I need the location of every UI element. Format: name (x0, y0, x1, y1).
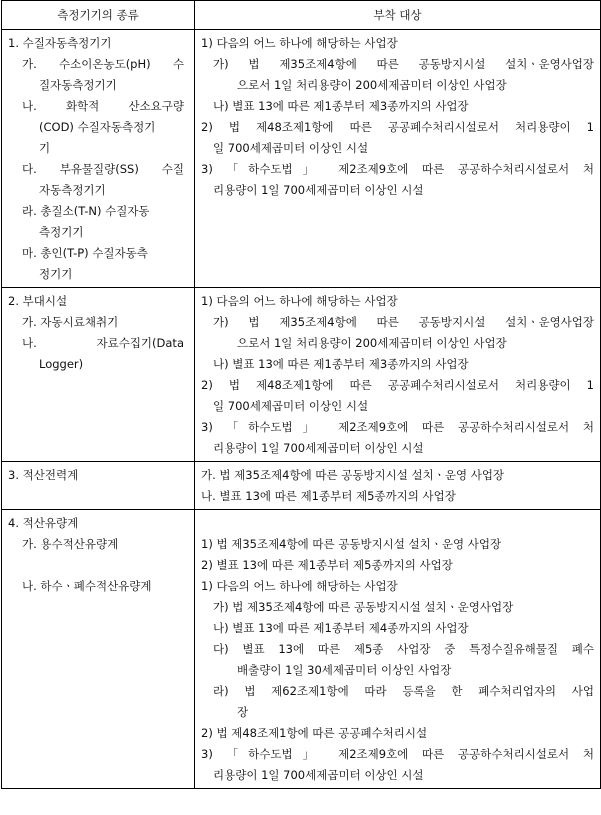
target-cell (195, 30, 601, 288)
list-item: 다. 부유물질량(SS) 수질 (22, 162, 184, 176)
list-item: 1) 다음의 어느 하나에 해당하는 사업장 (201, 294, 398, 308)
header-device-type: 측정기기의 종류 (2, 1, 195, 30)
list-item: 나) 별표 13에 따른 제1종부터 제3종까지의 사업장 (213, 357, 469, 371)
header-row (2, 1, 601, 30)
list-item: 으로서 1일 처리용량이 200세제곱미터 이상인 사업장 (237, 78, 507, 92)
list-item: 리용량이 1일 700세제곱미터 이상인 시설 (213, 183, 424, 197)
list-item: 3) 「하수도법」 제2조제9호에 따른 공공하수처리시설로서 처 (201, 162, 594, 176)
list-item: 3) 「하수도법」 제2조제9호에 따른 공공하수처리시설로서 처 (201, 420, 594, 434)
list-item: 가) 법 제35조제4항에 따른 공동방지시설 설치ㆍ운영사업장 (213, 57, 594, 71)
list-item: 2) 법 제48조제1항에 따른 공공폐수처리시설 (201, 726, 428, 740)
list-item: 라) 법 제62조제1항에 따라 등록을 한 폐수처리업자의 사업 (213, 684, 594, 698)
list-item: 4. 적산유량계 (8, 516, 79, 530)
list-item: 1) 다음의 어느 하나에 해당하는 사업장 (201, 36, 398, 50)
list-item: 다) 별표 13에 따른 제5종 사업장 중 특정수질유해물질 폐수 (213, 642, 594, 656)
list-item: 리용량이 1일 700세제곱미터 이상인 시설 (213, 768, 424, 782)
list-item: 측정기기 (39, 225, 84, 239)
list-item: 질자동측정기기 (39, 78, 117, 92)
list-item: 2. 부대시설 (8, 294, 68, 308)
list-item: 가) 법 제35조제4항에 따른 공동방지시설 설치ㆍ운영사업장 (213, 600, 514, 614)
list-item: Logger) (39, 357, 84, 371)
list-item: 정기기 (39, 267, 73, 281)
device-cell (2, 462, 195, 510)
list-item: 마. 총인(T-P) 수질자동측 (22, 246, 148, 260)
list-item: (COD) 수질자동측정기 (39, 120, 156, 134)
list-item: 1) 다음의 어느 하나에 해당하는 사업장 (201, 579, 398, 593)
table-row (2, 462, 601, 510)
list-item: 가. 수소이온농도(pH) 수 (22, 57, 184, 71)
header-target: 부착 대상 (195, 1, 601, 30)
list-item: 나) 별표 13에 따른 제1종부터 제4종까지의 사업장 (213, 621, 469, 635)
list-item: 가. 자동시료채취기 (22, 315, 119, 329)
target-cell (195, 462, 601, 510)
list-item: 장 (237, 705, 249, 719)
list-item: 가) 법 제35조제4항에 따른 공동방지시설 설치ㆍ운영사업장 (213, 315, 594, 329)
list-item: 으로서 1일 처리용량이 200세제곱미터 이상인 사업장 (237, 336, 507, 350)
target-cell (195, 288, 601, 462)
list-item: 1. 수질자동측정기기 (8, 36, 112, 50)
list-item: 배출량이 1일 30세제곱미터 이상인 사업장 (237, 663, 452, 677)
list-item: 나. 자료수집기(Data (22, 336, 184, 350)
list-item: 일 700세제곱미터 이상인 시설 (213, 141, 369, 155)
table-row (2, 288, 601, 462)
table-row (2, 30, 601, 288)
list-item: 나. 하수ㆍ폐수적산유량계 (22, 579, 152, 593)
list-item: 나) 별표 13에 따른 제1종부터 제3종까지의 사업장 (213, 99, 469, 113)
list-item: 2) 법 제48조제1항에 따른 공공폐수처리시설로서 처리용량이 1 (201, 120, 594, 134)
device-cell (2, 510, 195, 789)
list-item: 라. 총질소(T-N) 수질자동 (22, 204, 150, 218)
device-cell (2, 30, 195, 288)
list-item: 나. 별표 13에 따른 제1종부터 제5종까지의 사업장 (201, 489, 456, 503)
list-item: 가. 용수적산유량계 (22, 537, 119, 551)
list-item: 나. 화학적 산소요구량 (22, 99, 184, 113)
target-cell (195, 510, 601, 789)
list-item: 2) 별표 13에 따른 제1종부터 제5종까지의 사업장 (201, 558, 453, 572)
table-row (2, 510, 601, 789)
device-table (1, 0, 601, 789)
list-item: 가. 법 제35조제4항에 따른 공동방지시설 설치ㆍ운영 사업장 (201, 468, 505, 482)
list-item: 기 (39, 141, 51, 155)
list-item: 2) 법 제48조제1항에 따른 공공폐수처리시설로서 처리용량이 1 (201, 378, 594, 392)
list-item: 일 700세제곱미터 이상인 시설 (213, 399, 369, 413)
list-item: 3. 적산전력계 (8, 468, 79, 482)
list-item: 3) 「하수도법」 제2조제9호에 따른 공공하수처리시설로서 처 (201, 747, 594, 761)
list-item: 자동측정기기 (39, 183, 106, 197)
list-item: 리용량이 1일 700세제곱미터 이상인 시설 (213, 441, 424, 455)
list-item: 1) 법 제35조제4항에 따른 공동방지시설 설치ㆍ운영 사업장 (201, 537, 502, 551)
device-cell (2, 288, 195, 462)
